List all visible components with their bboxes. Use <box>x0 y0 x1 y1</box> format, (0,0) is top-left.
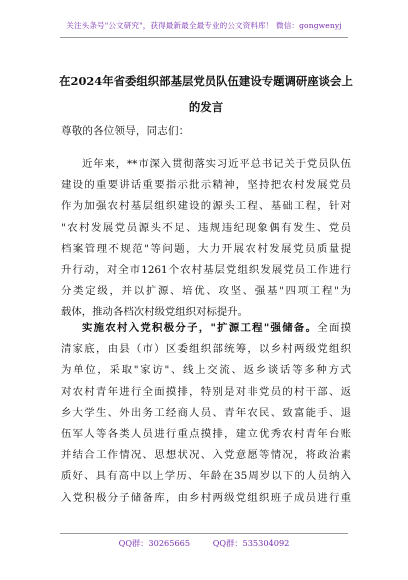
paragraph-line: 伍军人等各类人员进行重点摸排，建立优秀农村青年台账 <box>61 427 351 440</box>
document-title <box>56 68 356 120</box>
footer-qq-group-2: QQ群：535304092 <box>212 538 290 548</box>
paragraph-line: 载体，推动各档次村级党组织对标提升。 <box>61 306 249 319</box>
title-line-1: 在2024年省委组织部基层党员队伍建设专题调研座谈会上 <box>59 74 353 88</box>
paragraph-line: 乡大学生、外出务工经商人员、青年农民、致富能手、退 <box>61 406 351 419</box>
paragraph-2 <box>61 318 351 509</box>
footer <box>0 538 408 549</box>
footer-qq-group-1: QQ群：30265665 <box>118 538 191 548</box>
paragraph-line: 清家底，由县（市）区委组织部统筹，以乡村两级党组织 <box>61 343 351 356</box>
paragraph-line: 分类定级，并以扩源、培优、攻坚、强基"四项工程"为 <box>61 285 351 298</box>
paragraph-line: 入党积极分子储备库，由乡村两级党组织班子成员进行重 <box>61 491 351 504</box>
paragraph-line: 为单位，采取"家访"、线上交流、返乡谈话等多种方式 <box>61 364 351 377</box>
paragraph-line: 作为加强农村基层组织建设的源头工程、基础工程，针对 <box>61 200 351 213</box>
footer-divider <box>60 533 348 534</box>
paragraph-line: 建设的重要讲话重要指示批示精神，坚持把农村发展党员 <box>61 179 351 192</box>
paragraph-line: 并结合工作情况、思想状况、入党意愿等情况，将政治素 <box>61 449 351 462</box>
paragraph-line: "农村发展党员源头不足、违规违纪现象偶有发生、党员 <box>61 221 351 234</box>
title-line-2: 的发言 <box>188 100 224 114</box>
greeting: 尊敬的各位领导，同志们： <box>61 125 190 137</box>
paragraph-line: 近年来，**市深入贯彻落实习近平总书记关于党员队伍 <box>82 158 351 170</box>
paragraph-line: 档案管理不规范"等问题，大力开展农村发展党员质量提 <box>61 242 351 255</box>
paragraph-lead-line <box>61 318 351 339</box>
section-heading: 实施农村入党积极分子，"扩源工程"强储备。 <box>82 322 318 334</box>
paragraph-line: 对农村青年进行全面摸排，特别是对非党员的村干部、返 <box>61 385 351 398</box>
paragraph-1 <box>61 154 351 324</box>
paragraph-line: 质好、具有高中以上学历、年龄在35周岁以下的人员纳入 <box>61 470 351 483</box>
header-divider <box>60 37 348 38</box>
lead-continuation: 全面摸 <box>317 322 352 334</box>
paragraph-line: 升行动，对全市1261个农村基层党组织发展党员工作进行 <box>61 263 351 276</box>
header-note: 关注头条号"公文研究"，获得最新最全最专业的公文资料库！ 微信：gongwenyj <box>66 21 342 30</box>
